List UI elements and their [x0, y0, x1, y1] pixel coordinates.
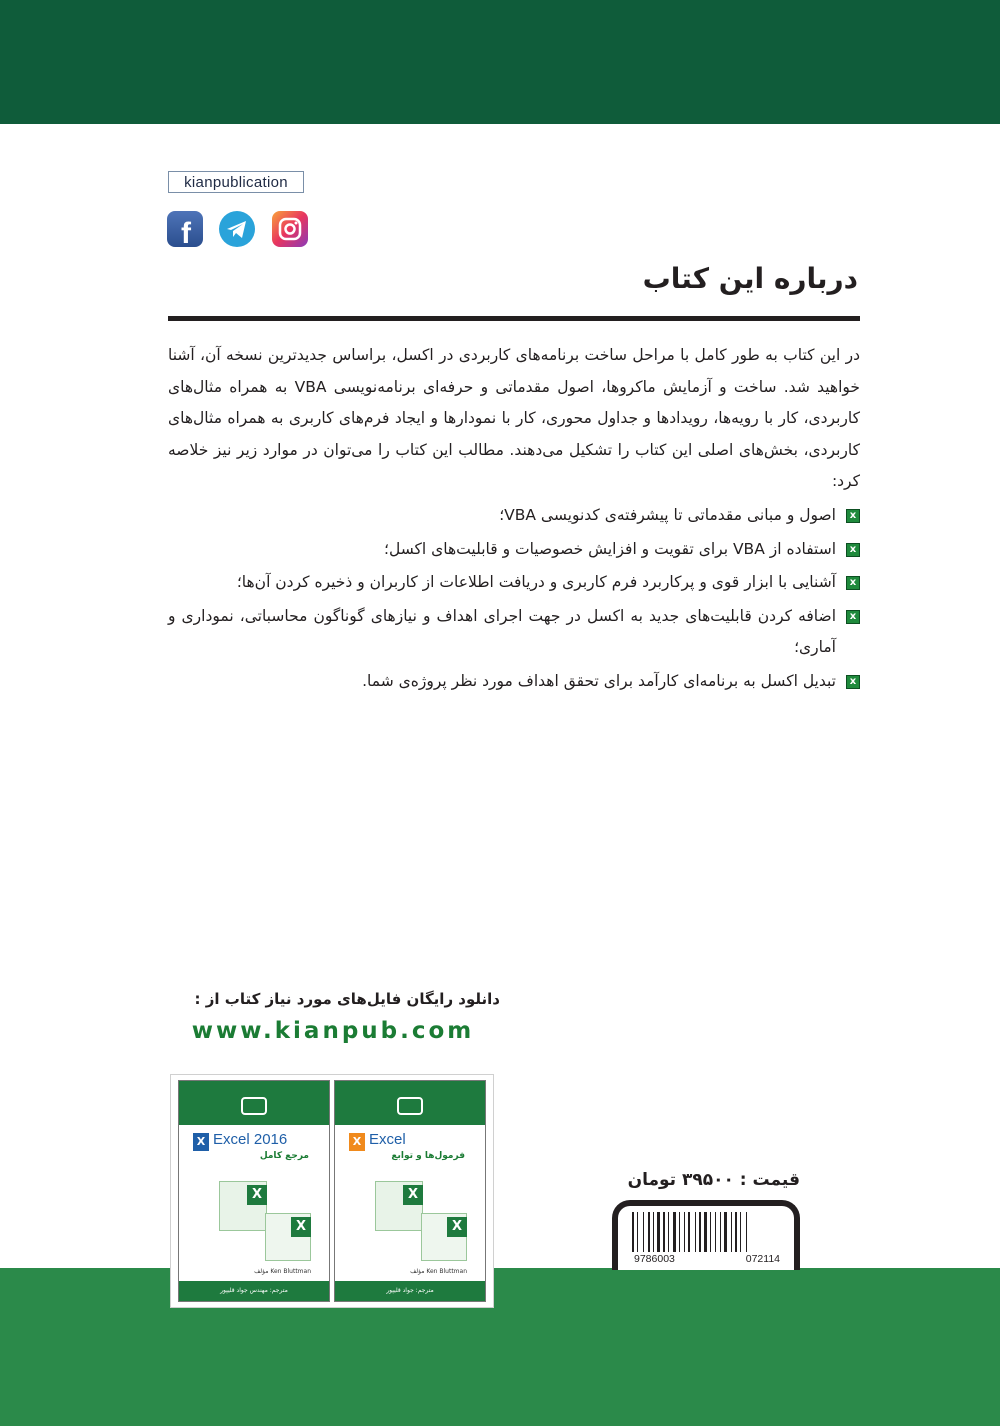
- barcode-stripe: [684, 1212, 685, 1252]
- barcode-stripe: [697, 1212, 698, 1252]
- website-link[interactable]: www.kianpub.com: [191, 1018, 475, 1044]
- intro-paragraph: در این کتاب به طور کامل با مراحل ساخت برنامه‌های کاربردی در اکسل، براساس جدیدترین نسخه آن، آشنا خواهید شد. ساخت و آزمایش ماکروها، اصول مقدماتی و حرفه‌ای برنامه‌نویسی VBA به همراه مثال‌های کاربردی، کار با رویه‌ها، رویدادها و جداول محوری، کار با نمودارها و ایجاد فرم‌های کاربری به همراه مثال‌های کاربردی، بخش‌های اصلی این کتاب را تشکیل می‌دهند. مطالب این کتاب را می‌توان در موارد زیر نیز خلاصه کرد:: [168, 346, 860, 490]
- title-rule: [168, 316, 860, 321]
- feature-list: [168, 500, 860, 699]
- barcode-stripe: [733, 1212, 734, 1252]
- top-band: [0, 0, 1000, 124]
- list-item: [168, 534, 860, 566]
- book-cover-excel-2016: [178, 1080, 330, 1302]
- barcode-stripe: [632, 1212, 634, 1252]
- barcode-stripe: [715, 1212, 716, 1252]
- barcode-stripe: [712, 1212, 714, 1252]
- barcode-stripe: [710, 1212, 711, 1252]
- barcode-stripe: [702, 1212, 703, 1252]
- barcode-stripe: [673, 1212, 676, 1252]
- list-item-text: اصول و مبانی مقدماتی تا پیشرفته‌ی کدنویسی VBA؛: [499, 506, 836, 524]
- barcode-stripe: [668, 1212, 669, 1252]
- publisher-logo-icon: [241, 1097, 267, 1115]
- barcode-stripe: [655, 1212, 656, 1252]
- list-item-text: تبدیل اکسل به برنامه‌ای کارآمد برای تحقق اهداف مورد نظر پروژه‌ی شما.: [362, 671, 836, 690]
- barcode-stripe: [663, 1212, 665, 1252]
- barcode-stripe: [686, 1212, 687, 1252]
- barcode-stripe: [731, 1212, 732, 1252]
- svg-text:f: f: [181, 217, 191, 247]
- barcode-right-digits: 072114: [745, 1253, 780, 1265]
- book-subtitle: مرجع کامل: [259, 1151, 309, 1161]
- barcode-stripe: [691, 1212, 694, 1252]
- barcode-stripe: [651, 1212, 652, 1252]
- barcode-stripe: [639, 1212, 642, 1252]
- excel-logo-icon: X: [193, 1133, 209, 1151]
- excel-bullet-icon: x: [846, 543, 860, 557]
- about-title: درباره این کتاب: [642, 262, 858, 295]
- barcode-stripe: [635, 1212, 636, 1252]
- barcode-stripe: [688, 1212, 690, 1252]
- telegram-icon[interactable]: [219, 211, 255, 247]
- barcode-left-digits: 9786003: [634, 1253, 675, 1265]
- book-cover-excel-formulas: [334, 1080, 486, 1302]
- barcode-stripe: [681, 1212, 683, 1252]
- barcode-stripe: [679, 1212, 680, 1252]
- download-label: دانلود رایگان فایل‌های مورد نیاز کتاب از :: [194, 990, 500, 1008]
- social-handle[interactable]: kianpublication: [168, 171, 304, 193]
- list-item-text: استفاده از VBA برای تقویت و افزایش خصوصیات و قابلیت‌های اکسل؛: [384, 539, 836, 558]
- book-author: Ken Bluttman مؤلف: [410, 1268, 467, 1275]
- barcode-stripe: [708, 1212, 709, 1252]
- barcode-stripe: [653, 1212, 654, 1252]
- barcode-stripe: [666, 1212, 667, 1252]
- list-item: [168, 601, 860, 664]
- book-translator: مترجم: جواد قلیپور: [335, 1281, 485, 1301]
- barcode-stripe: [742, 1212, 745, 1252]
- excel-x-icon: X: [291, 1217, 311, 1237]
- barcode-stripe: [699, 1212, 701, 1252]
- barcode-stripe: [677, 1212, 678, 1252]
- barcode-stripe: [748, 1212, 750, 1252]
- barcode-stripe: [724, 1212, 727, 1252]
- excel-x-icon: X: [247, 1185, 267, 1205]
- instagram-icon[interactable]: [272, 211, 308, 247]
- list-item: [168, 500, 860, 532]
- barcode-digits: [634, 1253, 780, 1265]
- excel-bullet-icon: x: [846, 610, 860, 624]
- facebook-icon[interactable]: [167, 211, 203, 247]
- barcode-stripe: [645, 1212, 647, 1252]
- bottom-band: [0, 1268, 1000, 1426]
- barcode-stripe: [695, 1212, 696, 1252]
- barcode-stripe: [657, 1212, 660, 1252]
- barcode-stripe: [637, 1212, 638, 1252]
- excel-x-icon: X: [403, 1185, 423, 1205]
- list-item-text: اضافه کردن قابلیت‌های جدید به اکسل در جهت اجرای اهداف و نیازهای گوناگون محاسباتی، نموداری و آماری؛: [168, 606, 836, 656]
- barcode-stripe: [643, 1212, 644, 1252]
- list-item: [168, 666, 860, 698]
- barcode-stripe: [728, 1212, 730, 1252]
- list-item-text: آشنایی با ابزار قوی و پرکاربرد فرم کاربری و دریافت اطلاعات از کاربران و ذخیره کردن آن‌ها؛: [236, 573, 836, 591]
- barcode-stripe: [720, 1212, 721, 1252]
- book-title: Excel 2016: [213, 1131, 288, 1148]
- barcode-stripe: [738, 1212, 739, 1252]
- barcode-stripe: [661, 1212, 662, 1252]
- barcode-stripe: [740, 1212, 741, 1252]
- price-label: قیمت : ۳۹۵۰۰ تومان: [627, 1170, 800, 1190]
- barcode-stripe: [704, 1212, 707, 1252]
- barcode-stripe: [670, 1212, 672, 1252]
- list-item: [168, 567, 860, 599]
- barcode-stripe: [735, 1212, 737, 1252]
- barcode-bars: [632, 1212, 780, 1252]
- book-translator: مترجم: مهندس جواد قلیپور: [179, 1281, 329, 1301]
- excel-bullet-icon: x: [846, 576, 860, 590]
- barcode-stripe: [717, 1212, 719, 1252]
- book-header-bar: [179, 1081, 329, 1125]
- barcode: [612, 1200, 800, 1272]
- book-header-bar: [335, 1081, 485, 1125]
- book-title: Excel: [369, 1131, 406, 1148]
- publisher-logo-icon: [397, 1097, 423, 1115]
- barcode-stripe: [648, 1212, 650, 1252]
- excel-bullet-icon: x: [846, 675, 860, 689]
- excel-logo-icon: X: [349, 1133, 365, 1151]
- excel-x-icon: X: [447, 1217, 467, 1237]
- excel-bullet-icon: x: [846, 509, 860, 523]
- book-author: Ken Bluttman مؤلف: [254, 1268, 311, 1275]
- barcode-stripe: [746, 1212, 747, 1252]
- barcode-stripe: [722, 1212, 723, 1252]
- book-subtitle: فرمول‌ها و توابع: [391, 1151, 465, 1161]
